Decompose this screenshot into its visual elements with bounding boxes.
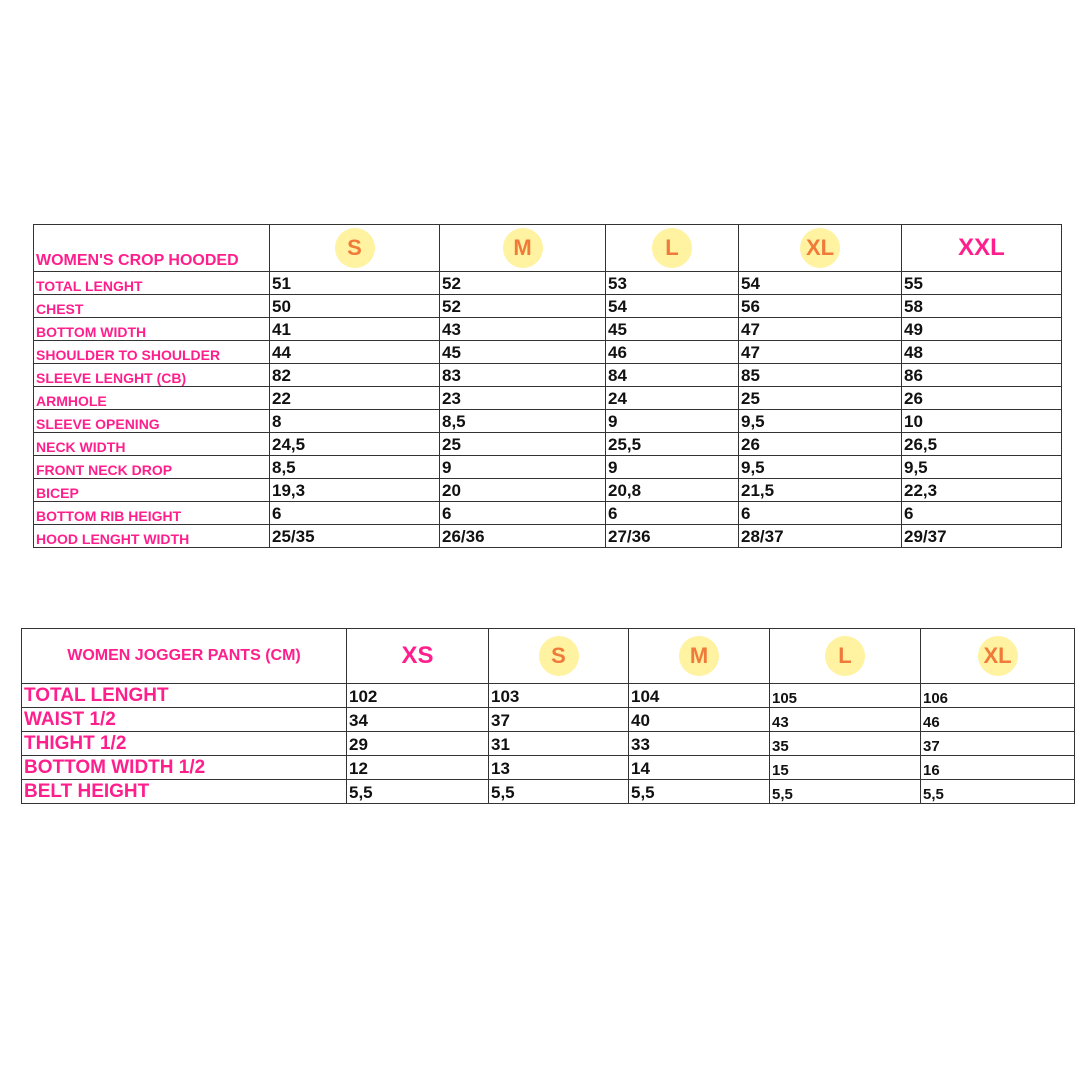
table-cell: 8,5 <box>440 410 606 433</box>
size-header <box>770 629 921 684</box>
size-badge: M <box>679 636 719 676</box>
table-row <box>22 756 1075 780</box>
hoodie-size-table <box>33 224 1062 548</box>
table-cell: 20 <box>440 479 606 502</box>
table-row <box>34 410 1062 433</box>
table-cell: 19,3 <box>270 479 440 502</box>
table-cell: 26 <box>902 387 1062 410</box>
table-cell: 6 <box>606 502 739 525</box>
table-cell: 5,5 <box>347 780 489 804</box>
table-cell: 45 <box>440 341 606 364</box>
size-header <box>489 629 629 684</box>
table-cell: 55 <box>902 272 1062 295</box>
table-cell: 5,5 <box>629 780 770 804</box>
table-cell: 22,3 <box>902 479 1062 502</box>
table-cell: 84 <box>606 364 739 387</box>
table-cell: 86 <box>902 364 1062 387</box>
table-cell: 6 <box>739 502 902 525</box>
table-row <box>34 502 1062 525</box>
table-cell: 9,5 <box>902 456 1062 479</box>
size-label: XS <box>401 642 434 669</box>
table-cell: 37 <box>921 732 1075 756</box>
table-cell: 31 <box>489 732 629 756</box>
table-cell: 8 <box>270 410 440 433</box>
size-label: XXL <box>958 234 1005 261</box>
row-label: BELT HEIGHT <box>22 780 347 804</box>
table-cell: 43 <box>770 708 921 732</box>
table-cell: 50 <box>270 295 440 318</box>
table-cell: 51 <box>270 272 440 295</box>
table-cell: 5,5 <box>770 780 921 804</box>
table-cell: 29/37 <box>902 525 1062 548</box>
table-row <box>34 295 1062 318</box>
table-row <box>34 364 1062 387</box>
table-cell: 24,5 <box>270 433 440 456</box>
table-cell: 6 <box>902 502 1062 525</box>
table-cell: 13 <box>489 756 629 780</box>
table-cell: 34 <box>347 708 489 732</box>
size-header <box>440 225 606 272</box>
table-cell: 49 <box>902 318 1062 341</box>
table-cell: 9 <box>440 456 606 479</box>
table-cell: 10 <box>902 410 1062 433</box>
table-row <box>34 272 1062 295</box>
row-label: ARMHOLE <box>34 387 270 410</box>
size-header <box>347 629 489 684</box>
size-header <box>902 225 1062 272</box>
table-cell: 28/37 <box>739 525 902 548</box>
table-row <box>34 456 1062 479</box>
table-cell: 44 <box>270 341 440 364</box>
size-badge: S <box>335 228 375 268</box>
table-cell: 46 <box>606 341 739 364</box>
table-cell: 45 <box>606 318 739 341</box>
table-row <box>22 708 1075 732</box>
table-cell: 103 <box>489 684 629 708</box>
table-row <box>22 780 1075 804</box>
table-cell: 102 <box>347 684 489 708</box>
table-row <box>34 525 1062 548</box>
size-badge: M <box>503 228 543 268</box>
table-cell: 105 <box>770 684 921 708</box>
table-cell: 6 <box>270 502 440 525</box>
row-label: SLEEVE LENGHT (CB) <box>34 364 270 387</box>
table-cell: 52 <box>440 295 606 318</box>
size-header <box>270 225 440 272</box>
table-cell: 83 <box>440 364 606 387</box>
table-cell: 5,5 <box>921 780 1075 804</box>
table-cell: 52 <box>440 272 606 295</box>
table-cell: 8,5 <box>270 456 440 479</box>
table-cell: 9,5 <box>739 410 902 433</box>
table-cell: 20,8 <box>606 479 739 502</box>
table-cell: 16 <box>921 756 1075 780</box>
table-row <box>34 387 1062 410</box>
table-cell: 9 <box>606 456 739 479</box>
table-cell: 25/35 <box>270 525 440 548</box>
table-cell: 21,5 <box>739 479 902 502</box>
hoodie-header-row <box>34 225 1062 272</box>
row-label: FRONT NECK DROP <box>34 456 270 479</box>
table-cell: 37 <box>489 708 629 732</box>
size-badge: L <box>825 636 865 676</box>
table-cell: 6 <box>440 502 606 525</box>
table-cell: 41 <box>270 318 440 341</box>
table-row <box>34 433 1062 456</box>
table-cell: 25,5 <box>606 433 739 456</box>
table-cell: 56 <box>739 295 902 318</box>
table-cell: 29 <box>347 732 489 756</box>
table-cell: 26,5 <box>902 433 1062 456</box>
row-label: BOTTOM WIDTH <box>34 318 270 341</box>
table-cell: 46 <box>921 708 1075 732</box>
table-cell: 43 <box>440 318 606 341</box>
table-row <box>22 684 1075 708</box>
table-cell: 82 <box>270 364 440 387</box>
table-cell: 54 <box>739 272 902 295</box>
row-label: SHOULDER TO SHOULDER <box>34 341 270 364</box>
row-label: TOTAL LENGHT <box>34 272 270 295</box>
size-header <box>629 629 770 684</box>
table-cell: 58 <box>902 295 1062 318</box>
table-cell: 14 <box>629 756 770 780</box>
table-cell: 9,5 <box>739 456 902 479</box>
row-label: TOTAL LENGHT <box>22 684 347 708</box>
row-label: BOTTOM WIDTH 1/2 <box>22 756 347 780</box>
table-cell: 26 <box>739 433 902 456</box>
size-header <box>921 629 1075 684</box>
table-row <box>22 732 1075 756</box>
row-label: NECK WIDTH <box>34 433 270 456</box>
size-badge: L <box>652 228 692 268</box>
table-row <box>34 479 1062 502</box>
row-label: HOOD LENGHT WIDTH <box>34 525 270 548</box>
table-cell: 47 <box>739 318 902 341</box>
jogger-size-table <box>21 628 1075 804</box>
row-label: WAIST 1/2 <box>22 708 347 732</box>
table-row <box>34 341 1062 364</box>
row-label: BICEP <box>34 479 270 502</box>
table-cell: 104 <box>629 684 770 708</box>
size-header <box>739 225 902 272</box>
row-label: SLEEVE OPENING <box>34 410 270 433</box>
table-cell: 40 <box>629 708 770 732</box>
table-cell: 47 <box>739 341 902 364</box>
table-cell: 27/36 <box>606 525 739 548</box>
size-badge: XL <box>978 636 1018 676</box>
table-row <box>34 318 1062 341</box>
table-cell: 106 <box>921 684 1075 708</box>
table-cell: 33 <box>629 732 770 756</box>
table-cell: 25 <box>739 387 902 410</box>
size-header <box>606 225 739 272</box>
table-cell: 35 <box>770 732 921 756</box>
jogger-table-title: WOMEN JOGGER PANTS (CM) <box>22 629 347 684</box>
table-cell: 15 <box>770 756 921 780</box>
jogger-header-row <box>22 629 1075 684</box>
table-cell: 26/36 <box>440 525 606 548</box>
row-label: CHEST <box>34 295 270 318</box>
table-cell: 48 <box>902 341 1062 364</box>
table-cell: 23 <box>440 387 606 410</box>
table-cell: 12 <box>347 756 489 780</box>
row-label: THIGHT 1/2 <box>22 732 347 756</box>
table-cell: 54 <box>606 295 739 318</box>
table-cell: 9 <box>606 410 739 433</box>
table-cell: 85 <box>739 364 902 387</box>
table-cell: 25 <box>440 433 606 456</box>
row-label: BOTTOM RIB HEIGHT <box>34 502 270 525</box>
table-cell: 5,5 <box>489 780 629 804</box>
table-cell: 53 <box>606 272 739 295</box>
size-badge: S <box>539 636 579 676</box>
size-badge: XL <box>800 228 840 268</box>
table-cell: 24 <box>606 387 739 410</box>
table-cell: 22 <box>270 387 440 410</box>
hoodie-table-title: WOMEN'S CROP HOODED <box>34 225 270 272</box>
